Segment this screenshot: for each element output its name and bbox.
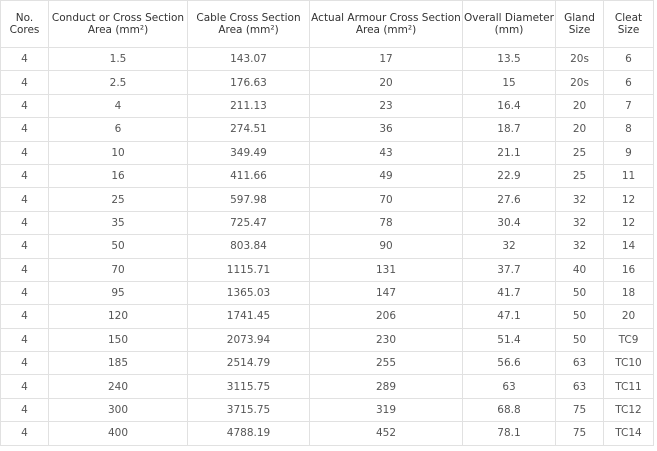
cell-cleat-size: 12 — [604, 211, 654, 234]
cell-cores: 4 — [1, 352, 49, 375]
cell-conductor-area: 4 — [49, 94, 188, 117]
cell-overall-diameter: 13.5 — [463, 48, 556, 71]
cell-conductor-area: 6 — [49, 118, 188, 141]
cell-cable-area: 274.51 — [188, 118, 310, 141]
cell-gland-size: 32 — [556, 188, 604, 211]
cell-overall-diameter: 51.4 — [463, 328, 556, 351]
cell-cleat-size: TC11 — [604, 375, 654, 398]
cell-gland-size: 75 — [556, 422, 604, 445]
header-gland-size: Gland Size — [556, 1, 604, 48]
table-row — [1, 211, 654, 234]
header-armour-area: Actual Armour Cross Section Area (mm²) — [310, 1, 463, 48]
cell-cleat-size: 11 — [604, 164, 654, 187]
cell-armour-area: 36 — [310, 118, 463, 141]
cell-cleat-size: TC12 — [604, 398, 654, 421]
cell-overall-diameter: 21.1 — [463, 141, 556, 164]
cell-conductor-area: 16 — [49, 164, 188, 187]
cell-gland-size: 20s — [556, 48, 604, 71]
cell-cleat-size: TC9 — [604, 328, 654, 351]
cell-cable-area: 1365.03 — [188, 281, 310, 304]
cell-conductor-area: 240 — [49, 375, 188, 398]
cell-overall-diameter: 18.7 — [463, 118, 556, 141]
cell-overall-diameter: 27.6 — [463, 188, 556, 211]
cell-conductor-area: 1.5 — [49, 48, 188, 71]
cell-conductor-area: 70 — [49, 258, 188, 281]
cell-cleat-size: 16 — [604, 258, 654, 281]
cell-armour-area: 90 — [310, 235, 463, 258]
cell-overall-diameter: 30.4 — [463, 211, 556, 234]
cell-conductor-area: 185 — [49, 352, 188, 375]
cell-overall-diameter: 32 — [463, 235, 556, 258]
cell-cleat-size: 20 — [604, 305, 654, 328]
cell-cable-area: 1115.71 — [188, 258, 310, 281]
cell-armour-area: 255 — [310, 352, 463, 375]
cell-gland-size: 50 — [556, 328, 604, 351]
cell-armour-area: 147 — [310, 281, 463, 304]
cell-cleat-size: 18 — [604, 281, 654, 304]
cell-gland-size: 32 — [556, 235, 604, 258]
cell-armour-area: 49 — [310, 164, 463, 187]
cell-overall-diameter: 63 — [463, 375, 556, 398]
cell-armour-area: 43 — [310, 141, 463, 164]
cell-cable-area: 803.84 — [188, 235, 310, 258]
cell-armour-area: 131 — [310, 258, 463, 281]
cell-armour-area: 319 — [310, 398, 463, 421]
cell-cores: 4 — [1, 398, 49, 421]
cell-conductor-area: 10 — [49, 141, 188, 164]
cell-gland-size: 25 — [556, 141, 604, 164]
cell-cores: 4 — [1, 328, 49, 351]
cell-armour-area: 23 — [310, 94, 463, 117]
cell-armour-area: 70 — [310, 188, 463, 211]
cell-overall-diameter: 47.1 — [463, 305, 556, 328]
header-cable-area: Cable Cross Section Area (mm²) — [188, 1, 310, 48]
cell-gland-size: 20 — [556, 118, 604, 141]
cell-cable-area: 176.63 — [188, 71, 310, 94]
cell-armour-area: 452 — [310, 422, 463, 445]
cell-cable-area: 349.49 — [188, 141, 310, 164]
cell-cable-area: 3715.75 — [188, 398, 310, 421]
table-row — [1, 422, 654, 445]
cell-cleat-size: 14 — [604, 235, 654, 258]
cell-cleat-size: TC14 — [604, 422, 654, 445]
table-row — [1, 48, 654, 71]
cell-armour-area: 20 — [310, 71, 463, 94]
cell-gland-size: 63 — [556, 375, 604, 398]
table-header — [1, 1, 654, 48]
cell-gland-size: 50 — [556, 281, 604, 304]
header-conductor-area: Conduct or Cross Section Area (mm²) — [49, 1, 188, 48]
cell-cleat-size: 12 — [604, 188, 654, 211]
cell-cleat-size: 6 — [604, 71, 654, 94]
cell-cores: 4 — [1, 211, 49, 234]
cell-conductor-area: 25 — [49, 188, 188, 211]
cell-cores: 4 — [1, 118, 49, 141]
cell-cleat-size: 6 — [604, 48, 654, 71]
table-row — [1, 375, 654, 398]
table-row — [1, 71, 654, 94]
cell-conductor-area: 300 — [49, 398, 188, 421]
cell-overall-diameter: 78.1 — [463, 422, 556, 445]
cell-gland-size: 20s — [556, 71, 604, 94]
cell-cable-area: 2073.94 — [188, 328, 310, 351]
cell-cable-area: 143.07 — [188, 48, 310, 71]
cell-overall-diameter: 16.4 — [463, 94, 556, 117]
cell-cores: 4 — [1, 94, 49, 117]
table-row — [1, 235, 654, 258]
cell-cable-area: 725.47 — [188, 211, 310, 234]
cell-gland-size: 63 — [556, 352, 604, 375]
cell-cores: 4 — [1, 235, 49, 258]
header-row — [1, 1, 654, 48]
table-row — [1, 328, 654, 351]
cell-cleat-size: 7 — [604, 94, 654, 117]
cell-conductor-area: 95 — [49, 281, 188, 304]
cell-conductor-area: 2.5 — [49, 71, 188, 94]
cell-gland-size: 50 — [556, 305, 604, 328]
cell-cable-area: 597.98 — [188, 188, 310, 211]
cell-overall-diameter: 68.8 — [463, 398, 556, 421]
cell-conductor-area: 120 — [49, 305, 188, 328]
cell-cores: 4 — [1, 305, 49, 328]
table-row — [1, 281, 654, 304]
cell-overall-diameter: 15 — [463, 71, 556, 94]
cell-armour-area: 206 — [310, 305, 463, 328]
cell-gland-size: 25 — [556, 164, 604, 187]
cell-gland-size: 32 — [556, 211, 604, 234]
cell-cleat-size: 8 — [604, 118, 654, 141]
cell-overall-diameter: 37.7 — [463, 258, 556, 281]
cell-cable-area: 211.13 — [188, 94, 310, 117]
cell-conductor-area: 50 — [49, 235, 188, 258]
header-cleat-size: Cleat Size — [604, 1, 654, 48]
table-row — [1, 352, 654, 375]
cell-cores: 4 — [1, 281, 49, 304]
cell-cores: 4 — [1, 48, 49, 71]
cell-armour-area: 78 — [310, 211, 463, 234]
cell-cores: 4 — [1, 71, 49, 94]
cell-overall-diameter: 41.7 — [463, 281, 556, 304]
cell-armour-area: 17 — [310, 48, 463, 71]
cell-cores: 4 — [1, 164, 49, 187]
table-row — [1, 94, 654, 117]
cell-cable-area: 4788.19 — [188, 422, 310, 445]
table-row — [1, 141, 654, 164]
table-body — [1, 48, 654, 446]
cell-conductor-area: 400 — [49, 422, 188, 445]
cell-overall-diameter: 22.9 — [463, 164, 556, 187]
cell-cable-area: 3115.75 — [188, 375, 310, 398]
cell-cores: 4 — [1, 141, 49, 164]
table-row — [1, 164, 654, 187]
cell-gland-size: 20 — [556, 94, 604, 117]
cell-gland-size: 75 — [556, 398, 604, 421]
cell-cable-area: 411.66 — [188, 164, 310, 187]
cell-conductor-area: 35 — [49, 211, 188, 234]
header-overall-diameter: Overall Diameter (mm) — [463, 1, 556, 48]
table-row — [1, 305, 654, 328]
cell-cores: 4 — [1, 422, 49, 445]
cell-conductor-area: 150 — [49, 328, 188, 351]
cell-cleat-size: TC10 — [604, 352, 654, 375]
cell-cable-area: 1741.45 — [188, 305, 310, 328]
cell-gland-size: 40 — [556, 258, 604, 281]
table-row — [1, 118, 654, 141]
table-row — [1, 398, 654, 421]
header-no-cores: No. Cores — [1, 1, 49, 48]
table-row — [1, 188, 654, 211]
cell-cores: 4 — [1, 258, 49, 281]
cell-cleat-size: 9 — [604, 141, 654, 164]
cell-cores: 4 — [1, 188, 49, 211]
cell-cable-area: 2514.79 — [188, 352, 310, 375]
table-row — [1, 258, 654, 281]
cell-cores: 4 — [1, 375, 49, 398]
cell-armour-area: 230 — [310, 328, 463, 351]
cell-armour-area: 289 — [310, 375, 463, 398]
cell-overall-diameter: 56.6 — [463, 352, 556, 375]
